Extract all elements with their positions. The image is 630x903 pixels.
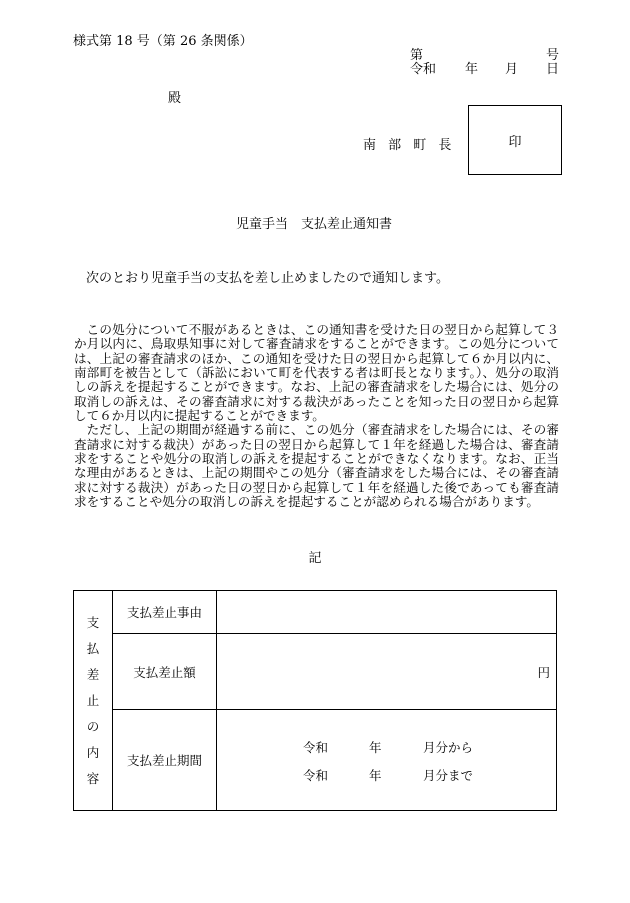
vertical-char: 止 [86, 692, 100, 708]
amount-unit: 円 [537, 664, 550, 680]
ki-heading: 記 [308, 551, 322, 566]
amount-label: 支払差止額 [113, 634, 217, 710]
issue-date [410, 58, 560, 76]
doc-number-suffix: 号 [546, 48, 560, 63]
date-era: 令和 [410, 62, 437, 77]
date-month: 月 [505, 62, 519, 77]
amount-field[interactable] [217, 634, 557, 710]
period-from-year: 年 [369, 740, 382, 755]
period-label: 支払差止期間 [113, 710, 217, 811]
doc-number-prefix: 第 [410, 48, 424, 63]
period-to-era: 令和 [303, 768, 329, 783]
document-title [0, 213, 630, 232]
vertical-char: の [86, 718, 100, 734]
period-from-era: 令和 [303, 740, 329, 755]
issuer: 南 部 町 長 [363, 138, 456, 153]
reason-label: 支払差止事由 [113, 591, 217, 634]
period-field[interactable] [217, 710, 557, 811]
vertical-char: 容 [86, 770, 100, 786]
seal-box [468, 105, 562, 175]
appeal-notice [74, 323, 559, 509]
vertical-char: 支 [86, 614, 100, 630]
seal-label: 印 [508, 134, 522, 150]
suspension-details-table [73, 590, 557, 811]
period-from-suffix: 月分から [423, 740, 474, 755]
period-to-year: 年 [369, 768, 382, 783]
vertical-char: 差 [86, 666, 100, 682]
addressee: 殿 [168, 91, 182, 106]
notice-paragraph-2: ただし、上記の期間が経過する前に、この処分（審査請求をした場合には、その審査請求に対する裁決）があった日の翌日から起算して１年を経過した場合は、審査請求をすることや処分の取消しの訴えを提起することができなくなります。なお、正当な理由があるときは、上記の期間やこの処分（審査請求をした場合には、その審査請求に対する裁決）があった日の翌日から起算して１年を経過した後であっても審査請求をすることや処分の取消しの訴えを提起することが認められる場合があります。 [74, 422, 559, 510]
intro-text: 次のとおり児童手当の支払を差し止めましたので通知します。 [86, 271, 449, 286]
vertical-char: 払 [86, 640, 100, 656]
form-number: 様式第 18 号（第 26 条関係） [73, 34, 253, 49]
date-day: 日 [546, 62, 560, 77]
notice-paragraph-1: この処分について不服があるときは、この通知書を受けた日の翌日から起算して３か月以内に、鳥取県知事に対して審査請求をすることができます。この処分については、上記の審査請求のほか、この通知を受けた日の翌日から起算して６か月以内に、南部町を被告として（訴訟において町を代表する者は町長となります。）、処分の取消しの訴えを提起することができます。なお、上記の審査請求をした場合には、処分の取消しの訴えは、その審査請求に対する裁決があったことを知った日の翌日から起算して６か月以内に提起することができます。 [74, 322, 559, 424]
reason-field[interactable] [217, 591, 557, 634]
vertical-header [74, 591, 113, 811]
period-to-suffix: 月分まで [423, 768, 474, 783]
date-year: 年 [465, 62, 479, 77]
vertical-char: 内 [86, 744, 100, 760]
title-part-1: 児童手当 [235, 217, 288, 232]
title-part-2: 支払差止通知書 [301, 217, 393, 232]
